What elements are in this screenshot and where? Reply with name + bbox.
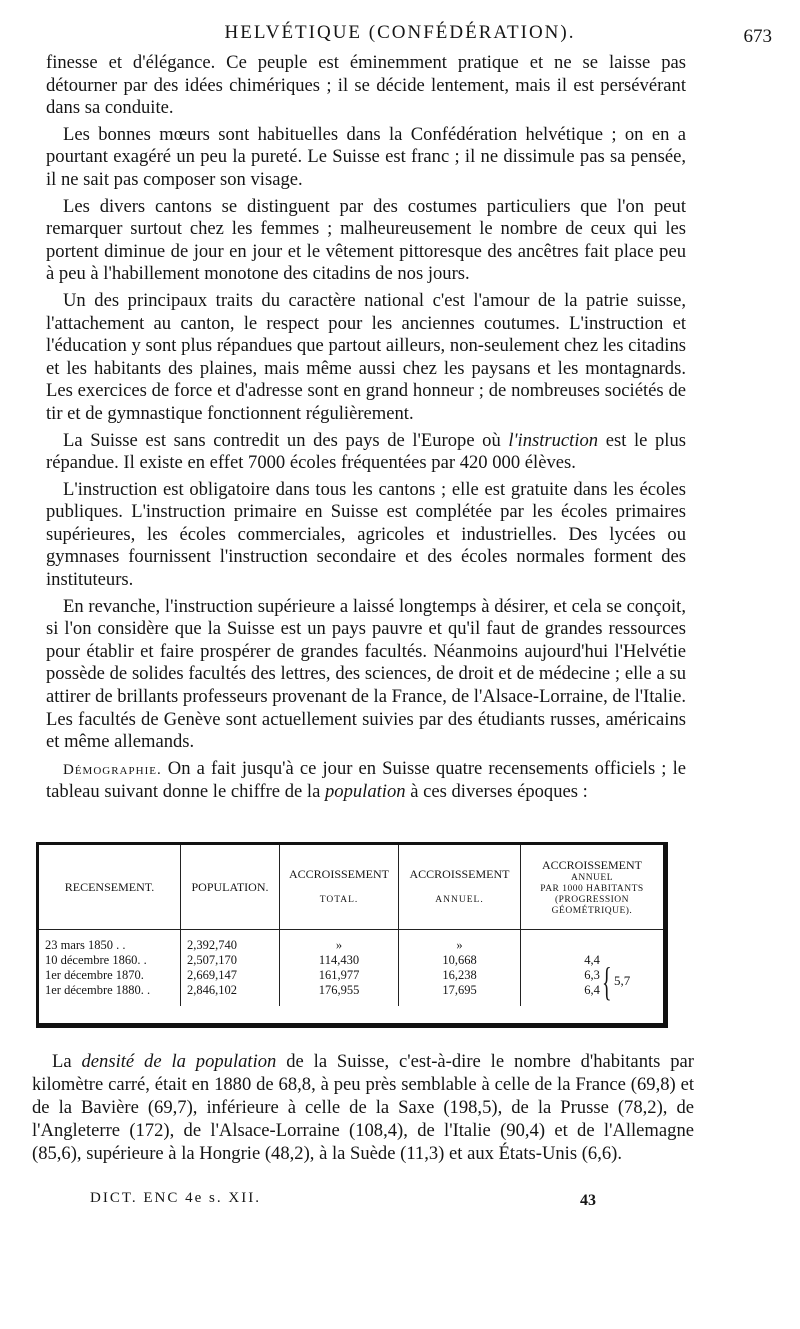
table-header-row — [39, 845, 663, 930]
paragraph: L'instruction est obligatoire dans tous les cantons ; elle est gratuite dans les écoles publiques. L'instruction primaire en Suisse est complétée par les écoles primaires supérieures, les écoles commerciales, agricoles et industrielles. Des lycées ou gymnases fournissent l'instruction secondaire et des écoles normales forment des instituteurs. — [46, 478, 686, 591]
page-footer — [0, 1190, 800, 1220]
cell-rate: 6,4 — [584, 983, 600, 997]
text-run-italic: l'instruction — [508, 429, 599, 451]
sheet-number: 43 — [580, 1192, 596, 1209]
cell-growth-annual: 10,668 — [399, 953, 521, 968]
cell-growth-total: 114,430 — [280, 953, 399, 968]
paragraph: En revanche, l'instruction supérieure a laissé longtemps à désirer, et cela se conçoit, si l'on considère que la Suisse est un pays pauvre et qu'il faut de grandes ressources pour établir et faire prospérer de grandes facultés. Néanmoins aujourd'hui l'Helvétie possède de solides facultés des lettres, des sciences, de droit et de médecine ; elle a su attirer de brillants professeurs provenant de la France, de l'Alsace-Lorraine, de l'Italie. Les facultés de Genève sont actuellement suivies par des étudiants russes, américains et même allemands. — [46, 595, 686, 753]
cell-growth-annual: » — [399, 938, 521, 953]
text-run: La — [52, 1051, 82, 1072]
running-title: HELVÉTIQUE (CONFÉDÉRATION). — [224, 22, 576, 43]
cell-rate — [521, 938, 664, 953]
text-run-italic: densité de la population — [81, 1051, 277, 1072]
cell-population: 2,507,170 — [181, 953, 280, 968]
col-growth-annual: ACCROISSEMENT ANNUEL. — [399, 845, 521, 930]
cell-growth-total: » — [280, 938, 399, 953]
section-heading: Démographie. — [63, 761, 162, 778]
paragraph: finesse et d'élégance. Ce peuple est éminemment pratique et ne se laisse pas détourner par des idées chimériques ; il se décide lentement, mais il est persévérant dans sa conduite. — [46, 52, 686, 119]
cell-date: 1er décembre 1880. . — [39, 983, 181, 998]
text-run: est le plus répandue. Il existe en effet 7000 écoles fréquentées par 420 000 élèves. — [46, 429, 686, 474]
paragraph: Les divers cantons se distinguent par des costumes particuliers que l'on peut remarquer surtout chez les femmes ; malheureusement le nombre de ceux qui les portent diminue de jour en jour et le vêtement pittoresque des ancêtres fait place peu à peu à l'habillement monotone des citadins de nos jours. — [46, 195, 686, 285]
paragraph — [46, 758, 686, 804]
table-row — [39, 953, 663, 968]
table-row — [39, 983, 663, 998]
cell-population: 2,392,740 — [181, 938, 280, 953]
text-run-italic: population — [324, 781, 406, 803]
cell-growth-annual: 16,238 — [399, 968, 521, 983]
cell-growth-annual: 17,695 — [399, 983, 521, 998]
census-table — [36, 842, 668, 1028]
body-text-continued — [32, 1050, 694, 1165]
cell-rate: 6,3 — [584, 968, 600, 982]
cell-date: 23 mars 1850 . . — [39, 938, 181, 953]
col-census: RECENSEMENT. — [39, 845, 181, 930]
text-run: à ces diverses époques : — [405, 781, 588, 803]
paragraph — [46, 430, 686, 475]
text-run: On a fait jusqu'à ce jour en Suisse quatre recensements officiels ; le tableau suivant donne le chiffre de la — [46, 757, 686, 803]
paragraph: Un des principaux traits du caractère national c'est l'amour de la patrie suisse, l'attachement au canton, le respect pour les anciennes coutumes. L'instruction et l'éducation y sont plus répandues que partout ailleurs, non-seulement chez les citadins et les habitants des plaines, mais même aussi chez les paysans et les montagnards. Les exercices de force et d'adresse sont en grand honneur ; de nombreuses sociétés de tir et de gymnastique fonctionnent régulièrement. — [46, 289, 686, 424]
table-row — [39, 938, 663, 953]
cell-date: 10 décembre 1860. . — [39, 953, 181, 968]
cell-population: 2,669,147 — [181, 968, 280, 983]
page-number: 673 — [743, 26, 772, 47]
text-run: La Suisse est sans contredit un des pays de l'Europe où — [63, 429, 509, 451]
brace-glyph: { — [602, 959, 612, 1004]
text-run: de la Suisse, c'est-à-dire le nombre d'habitants par kilomètre carré, était en 1880 de 68,8, à peu près semblable à celle de la France (69,8) et de la Bavière (69,7), inférieure à celle de la Saxe (198,5), de la Prusse (78,2), de l'Angleterre (172), de l'Alsace-Lorraine (108,4), de l'Italie (90,4) et de l'Allemagne (85,6), supérieure à la Hongrie (48,2), à la Suède (11,3) et aux États-Unis (6,6). — [32, 1051, 694, 1164]
table-row — [39, 968, 663, 983]
footer-signature: DICT. ENC 4e s. XII. — [90, 1190, 261, 1206]
paragraph — [32, 1050, 694, 1165]
cell-date: 1er décembre 1870. — [39, 968, 181, 983]
cell-growth-total: 176,955 — [280, 983, 399, 998]
body-text — [46, 52, 686, 804]
cell-growth-total: 161,977 — [280, 968, 399, 983]
running-head — [0, 18, 800, 48]
col-growth-total: ACCROISSEMENT TOTAL. — [280, 845, 399, 930]
col-rate: ACCROISSEMENT ANNUEL PAR 1000 HABITANTS (PROGRESSION GÉOMÉTRIQUE). — [521, 845, 664, 930]
cell-population: 2,846,102 — [181, 983, 280, 998]
col-population: POPULATION. — [181, 845, 280, 930]
census-table-grid — [39, 845, 663, 1006]
paragraph: Les bonnes mœurs sont habituelles dans la Confédération helvétique ; on en a pourtant exagéré un peu la pureté. Le Suisse est franc ; il ne dissimule pas sa pensée, il ne sait pas composer son visage. — [46, 123, 686, 190]
rate-average: 5,7 — [614, 973, 631, 988]
cell-rate: 4,4 — [584, 953, 600, 967]
